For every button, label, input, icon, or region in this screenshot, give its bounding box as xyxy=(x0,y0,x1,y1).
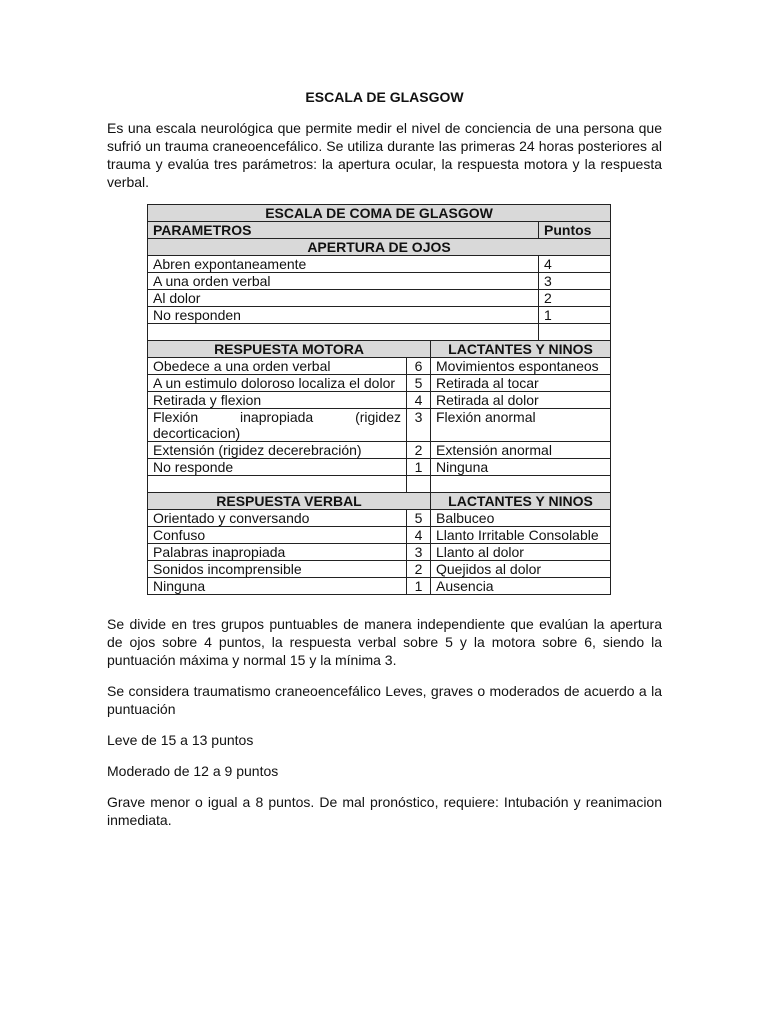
motor-infant-label: Flexión anormal xyxy=(431,409,611,442)
motor-points: 2 xyxy=(407,442,431,459)
document-title: ESCALA DE GLASGOW xyxy=(305,89,464,105)
motor-infant-label: Retirada al dolor xyxy=(431,392,611,409)
motor-points: 4 xyxy=(407,392,431,409)
eye-opening-points: 4 xyxy=(539,256,611,273)
table-row xyxy=(148,256,611,273)
spacer-row xyxy=(148,324,611,341)
severe-range-text: Grave menor o igual a 8 puntos. De mal pronóstico, requiere: Intubación y reanimacion inmediata. xyxy=(107,794,662,828)
table-row xyxy=(148,510,611,527)
motor-infant-label: Retirada al tocar xyxy=(431,375,611,392)
verbal-infant-label: Llanto al dolor xyxy=(431,544,611,561)
verbal-points: 5 xyxy=(407,510,431,527)
motor-response-header: RESPUESTA MOTORA xyxy=(148,341,431,358)
empty-cell xyxy=(539,324,611,341)
motor-label-line: Flexión inapropiada (rigidez xyxy=(153,409,401,425)
table-row xyxy=(148,409,611,442)
verbal-points: 2 xyxy=(407,561,431,578)
verbal-label: Confuso xyxy=(148,527,407,544)
motor-points: 6 xyxy=(407,358,431,375)
motor-label xyxy=(148,409,407,442)
empty-cell xyxy=(431,476,611,493)
motor-points: 3 xyxy=(407,409,431,442)
verbal-label: Sonidos incomprensible xyxy=(148,561,407,578)
verbal-points: 4 xyxy=(407,527,431,544)
eye-opening-header: APERTURA DE OJOS xyxy=(148,239,611,256)
table-row xyxy=(148,561,611,578)
motor-label: Obedece a una orden verbal xyxy=(148,358,407,375)
classification-paragraph: Se considera traumatismo craneoencefálico Leves, graves o moderados de acuerdo a la puntuación xyxy=(107,683,662,717)
glasgow-scale-table xyxy=(147,204,611,595)
moderate-range-text: Moderado de 12 a 9 puntos xyxy=(107,763,279,779)
motor-infant-header: LACTANTES Y NINOS xyxy=(431,341,611,358)
motor-points: 5 xyxy=(407,375,431,392)
empty-cell xyxy=(148,476,407,493)
table-row xyxy=(148,375,611,392)
verbal-points: 1 xyxy=(407,578,431,595)
table-row xyxy=(148,459,611,476)
verbal-infant-header: LACTANTES Y NINOS xyxy=(431,493,611,510)
verbal-label: Orientado y conversando xyxy=(148,510,407,527)
verbal-response-header: RESPUESTA VERBAL xyxy=(148,493,431,510)
scoring-paragraph: Se divide en tres grupos puntuables de manera independiente que evalúan la apertura de ojos sobre 4 puntos, la respuesta verbal sobre 5 y la motora sobre 6, siendo la puntuación máxima y normal 15 y la mínima 3. xyxy=(107,616,662,668)
verbal-infant-label: Balbuceo xyxy=(431,510,611,527)
motor-label: A un estimulo doloroso localiza el dolor xyxy=(148,375,407,392)
motor-infant-label: Movimientos espontaneos xyxy=(431,358,611,375)
table-row xyxy=(148,392,611,409)
points-header: Puntos xyxy=(539,222,611,239)
eye-opening-points: 2 xyxy=(539,290,611,307)
verbal-infant-label: Quejidos al dolor xyxy=(431,561,611,578)
eye-opening-points: 1 xyxy=(539,307,611,324)
eye-opening-label: No responden xyxy=(148,307,539,324)
motor-points: 1 xyxy=(407,459,431,476)
verbal-points: 3 xyxy=(407,544,431,561)
eye-opening-label: Al dolor xyxy=(148,290,539,307)
verbal-infant-label: Ausencia xyxy=(431,578,611,595)
motor-label: No responde xyxy=(148,459,407,476)
table-row xyxy=(148,307,611,324)
motor-label: Retirada y flexion xyxy=(148,392,407,409)
motor-label: Extensión (rigidez decerebración) xyxy=(148,442,407,459)
motor-infant-label: Ninguna xyxy=(431,459,611,476)
table-row xyxy=(148,578,611,595)
motor-label-line: decorticacion) xyxy=(153,425,241,441)
verbal-infant-label: Llanto Irritable Consolable xyxy=(431,527,611,544)
intro-paragraph: Es una escala neurológica que permite medir el nivel de conciencia de una persona que sufrió un trauma craneoencefálico. Se utiliza durante las primeras 24 horas posteriores al trauma y evalúa tres parámetros: la apertura ocular, la respuesta motora y la respuesta verbal. xyxy=(107,120,662,190)
empty-cell xyxy=(407,476,431,493)
motor-infant-label: Extensión anormal xyxy=(431,442,611,459)
eye-opening-points: 3 xyxy=(539,273,611,290)
eye-opening-label: A una orden verbal xyxy=(148,273,539,290)
eye-opening-label: Abren expontaneamente xyxy=(148,256,539,273)
spacer-row xyxy=(148,476,611,493)
parameters-header: PARAMETROS xyxy=(148,222,539,239)
mild-range-text: Leve de 15 a 13 puntos xyxy=(107,732,254,748)
empty-cell xyxy=(148,324,539,341)
table-row xyxy=(148,442,611,459)
table-row xyxy=(148,358,611,375)
table-row xyxy=(148,544,611,561)
table-row xyxy=(148,273,611,290)
verbal-label: Ninguna xyxy=(148,578,407,595)
verbal-label: Palabras inapropiada xyxy=(148,544,407,561)
table-row xyxy=(148,527,611,544)
table-row xyxy=(148,290,611,307)
table-title: ESCALA DE COMA DE GLASGOW xyxy=(148,205,611,222)
